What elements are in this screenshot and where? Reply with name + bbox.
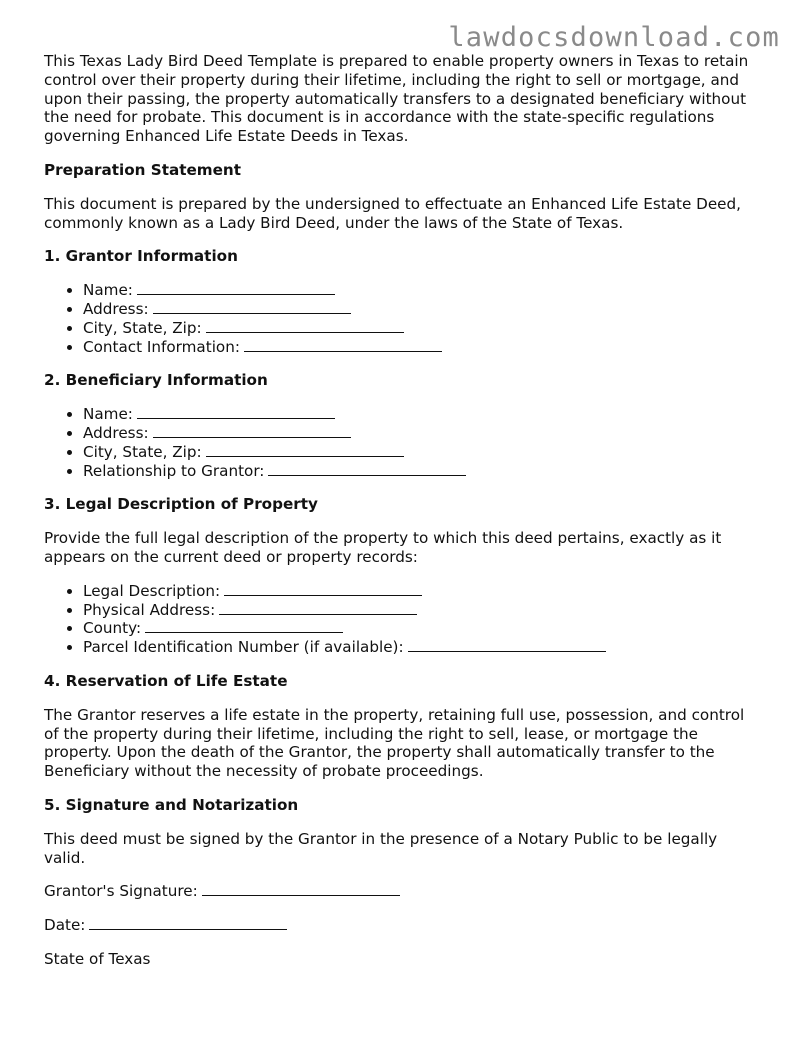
watermark-logo: lawdocsdownload.com [448, 22, 780, 53]
intro-paragraph: This Texas Lady Bird Deed Template is prepared to enable property owners in Texas to retain control over their property during their lifetime, including the right to sell or mortgage, and upon their passing, the property automatically transfers to a designated beneficiary without the need for probate. This document is in accordance with the state-specific regulations governing Enhanced Life Estate Deeds in Texas. [44, 52, 749, 146]
signature-section [44, 830, 760, 969]
parcel-id-field [83, 638, 760, 657]
preparation-text: This document is prepared by the undersigned to effectuate an Enhanced Life Estate Deed, commonly known as a Lady Bird Deed, under the laws of the State of Texas. [44, 194, 741, 232]
preparation-heading: Preparation Statement [44, 160, 241, 179]
beneficiary-heading: 2. Beneficiary Information [44, 371, 268, 390]
blank-line[interactable] [244, 339, 442, 352]
beneficiary-name-field [83, 405, 760, 424]
legal-description-field [83, 582, 760, 601]
blank-line[interactable] [206, 444, 404, 457]
grantor-name-field [83, 281, 760, 300]
grantor-contact-field [83, 338, 760, 357]
blank-line[interactable] [137, 406, 335, 419]
beneficiary-city-field [83, 443, 760, 462]
signature-text: This deed must be signed by the Grantor in the presence of a Notary Public to be legally valid. [44, 829, 718, 867]
beneficiary-address-field [83, 424, 760, 443]
field-label: Address: [83, 423, 149, 442]
blank-line[interactable] [89, 917, 287, 930]
blank-line[interactable] [137, 282, 335, 295]
grantor-heading: 1. Grantor Information [44, 247, 238, 266]
field-label: Legal Description: [83, 581, 221, 600]
field-label: City, State, Zip: [83, 318, 202, 337]
field-label: Grantor's Signature: [44, 882, 198, 901]
field-label: Parcel Identification Number (if available): [83, 638, 404, 657]
blank-line[interactable] [224, 583, 422, 596]
blank-line[interactable] [219, 602, 417, 615]
field-label: City, State, Zip: [83, 442, 202, 461]
county-field [83, 619, 760, 638]
blank-line[interactable] [202, 883, 400, 896]
life-estate-heading: 4. Reservation of Life Estate [44, 671, 288, 690]
field-label: Date: [44, 916, 86, 935]
field-label: County: [83, 619, 142, 638]
grantor-signature-line [44, 882, 760, 901]
field-label: Physical Address: [83, 600, 216, 619]
blank-line[interactable] [153, 301, 351, 314]
date-line [44, 916, 760, 935]
blank-line[interactable] [206, 320, 404, 333]
blank-line[interactable] [145, 620, 343, 633]
field-label: Address: [83, 299, 149, 318]
document-body [44, 52, 760, 984]
property-text: Provide the full legal description of the property to which this deed pertains, exactly as it appears on the current deed or property records: [44, 529, 722, 566]
beneficiary-fields [44, 405, 760, 480]
state-text: State of Texas [44, 949, 151, 968]
field-label: Contact Information: [83, 337, 240, 356]
signature-heading: 5. Signature and Notarization [44, 795, 299, 814]
blank-line[interactable] [408, 639, 606, 652]
property-heading: 3. Legal Description of Property [44, 495, 318, 514]
property-fields [44, 582, 760, 657]
life-estate-text: The Grantor reserves a life estate in the property, retaining full use, possession, and control of the property during their lifetime, including the right to sell, lease, or mortgage the property. Upon the death of the Grantor, the property shall automatically transfer to the Beneficiary without the necessity of probate proceedings. [44, 705, 745, 781]
physical-address-field [83, 601, 760, 620]
blank-line[interactable] [268, 463, 466, 476]
grantor-address-field [83, 300, 760, 319]
field-label: Relationship to Grantor: [83, 461, 265, 480]
grantor-city-field [83, 319, 760, 338]
beneficiary-relationship-field [83, 462, 760, 481]
field-label: Name: [83, 281, 133, 300]
grantor-fields [44, 281, 760, 356]
blank-line[interactable] [153, 425, 351, 438]
field-label: Name: [83, 405, 133, 424]
